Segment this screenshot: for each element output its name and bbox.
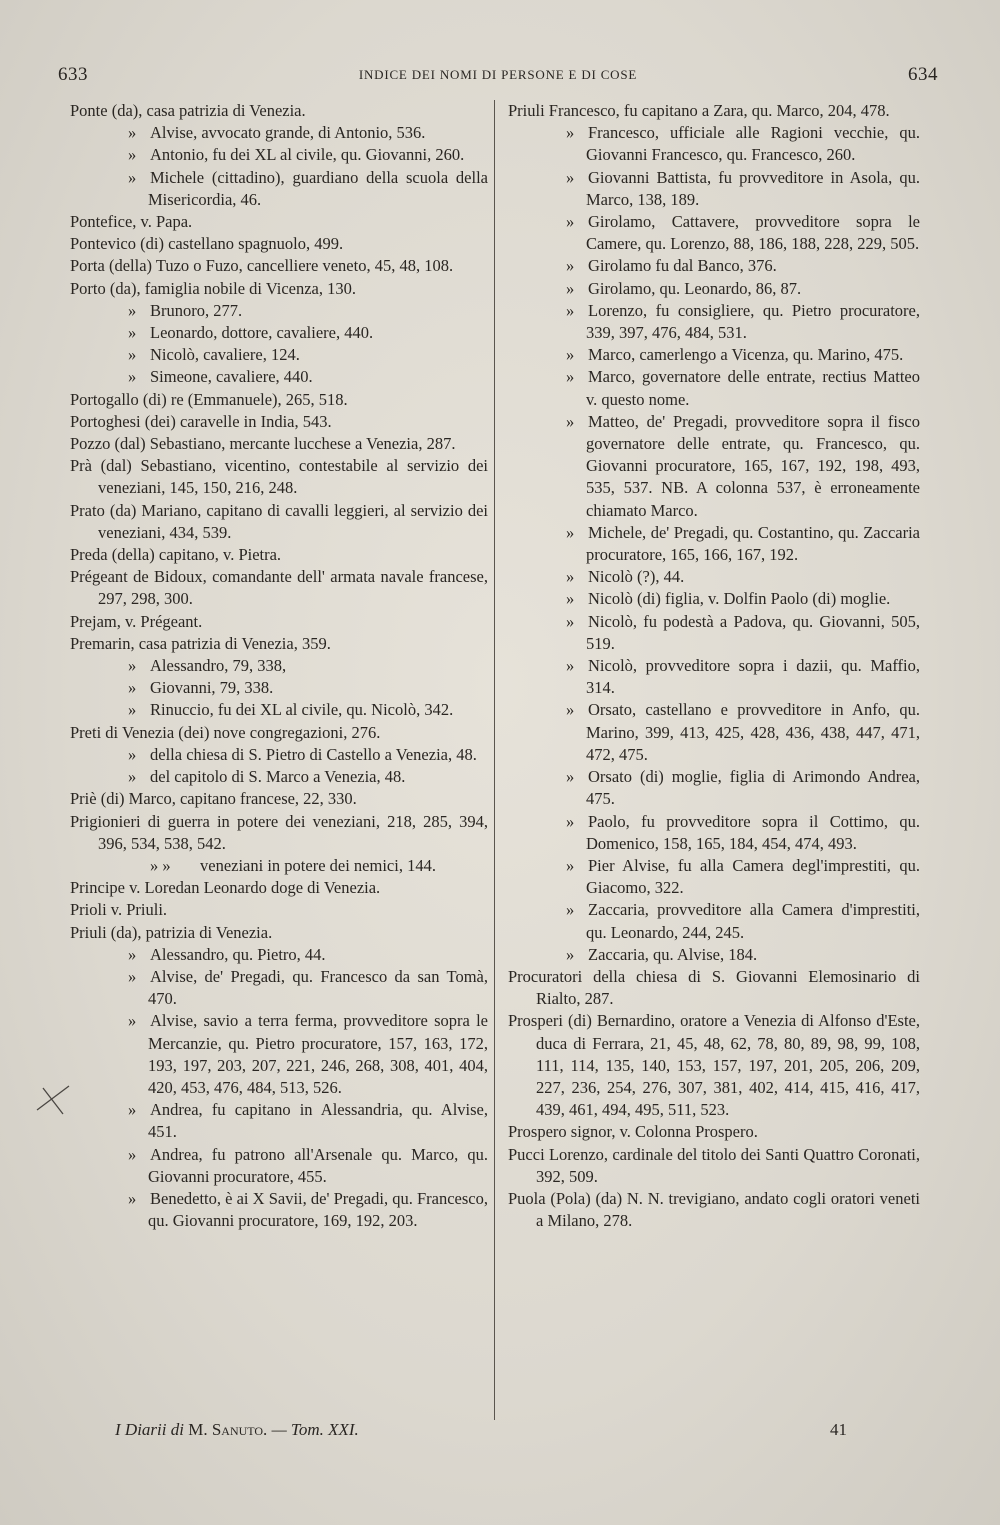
index-entry — [508, 588, 920, 610]
entry-text: Portoghesi (dei) caravelle in India, 543. — [70, 411, 332, 431]
entry-text: Andrea, fu patrono all'Arsenale qu. Marco, qu. Giovanni procuratore, 455. — [148, 1144, 488, 1186]
ditto-marker: » — [566, 855, 575, 875]
ditto-marker: » — [128, 656, 137, 676]
entry-text: Porta (della) Tuzo o Fuzo, cancelliere veneto, 45, 48, 108. — [70, 256, 454, 276]
entry-text: Alessandro, qu. Pietro, 44. — [150, 944, 326, 964]
entry-text: Alvise, de' Pregadi, qu. Francesco da san Tomà, 470. — [148, 966, 488, 1009]
index-entry — [70, 566, 488, 610]
index-entry — [70, 211, 488, 233]
page-number-right: 634 — [908, 64, 938, 85]
entry-text: Benedetto, è ai X Savii, de' Pregadi, qu. Francesco, qu. Giovanni procuratore, 169, 192, 203. — [148, 1188, 488, 1231]
entry-text: Rinuccio, fu dei XL al civile, qu. Nicolò, 342. — [150, 700, 454, 720]
entry-text: del capitolo di S. Marco a Venezia, 48. — [150, 767, 406, 787]
index-entry — [508, 1188, 920, 1232]
ditto-marker: » — [128, 123, 137, 143]
entry-text: Girolamo, Cattavere, provveditore sopra le Camere, qu. Lorenzo, 88, 186, 188, 228, 229, 505. — [586, 212, 920, 254]
ditto-marker: » — [128, 966, 137, 986]
index-entry — [508, 278, 920, 300]
index-entry — [508, 566, 920, 588]
index-entry — [508, 344, 920, 366]
index-entry — [70, 1099, 488, 1143]
entry-text: Zaccaria, qu. Alvise, 184. — [588, 944, 758, 964]
index-entry — [70, 855, 488, 877]
ditto-marker: » — [128, 367, 137, 387]
entry-text: Nicolò, cavaliere, 124. — [150, 345, 300, 365]
entry-text: Pucci Lorenzo, cardinale del titolo dei Santi Quattro Coronati, 392, 509. — [508, 1144, 920, 1186]
index-entry — [70, 122, 488, 144]
index-entry — [508, 699, 920, 766]
entry-text: Pozzo (dal) Sebastiano, mercante lucchese a Venezia, 287. — [70, 434, 456, 454]
index-entry — [70, 722, 488, 744]
index-entry — [508, 855, 920, 899]
ditto-marker: » — [128, 167, 137, 187]
index-entry — [70, 144, 488, 166]
entry-text: Pontevico (di) castellano spagnuolo, 499. — [70, 234, 344, 254]
entry-text: Giovanni, 79, 338. — [150, 678, 274, 698]
ditto-marker: » — [128, 700, 137, 720]
entry-text: Pontefice, v. Papa. — [70, 212, 193, 232]
ditto-marker: » — [566, 656, 575, 676]
entry-text: della chiesa di S. Pietro di Castello a Venezia, 48. — [150, 744, 477, 764]
running-header — [58, 64, 938, 90]
ditto-marker: » — [128, 1100, 137, 1120]
index-entry — [508, 811, 920, 855]
ditto-marker: » — [566, 589, 575, 609]
footer-title: I Diarii di — [115, 1420, 184, 1439]
entry-text: Marco, governatore delle entrate, rectius Matteo v. questo nome. — [586, 367, 920, 409]
index-entry — [508, 411, 920, 522]
ditto-marker: » — [566, 167, 575, 187]
entry-text: Prospero signor, v. Colonna Prospero. — [508, 1122, 758, 1142]
entry-text: Nicolò (di) figlia, v. Dolfin Paolo (di) moglie. — [588, 589, 891, 609]
entry-text: Girolamo, qu. Leonardo, 86, 87. — [588, 278, 802, 298]
ditto-marker: » — [128, 767, 137, 787]
index-entry — [70, 1144, 488, 1188]
entry-text: Prejam, v. Prégeant. — [70, 611, 203, 631]
index-entry — [508, 167, 920, 211]
index-entry — [70, 633, 488, 655]
entry-text: Francesco, ufficiale alle Ragioni vecchie, qu. Giovanni Francesco, qu. Francesco, 260. — [586, 123, 920, 165]
entry-text: Porto (da), famiglia nobile di Vicenza, 130. — [70, 278, 357, 298]
entry-text: Priuli Francesco, fu capitano a Zara, qu. Marco, 204, 478. — [508, 101, 890, 120]
entry-text: Prato (da) Mariano, capitano di cavalli leggieri, al servizio dei veneziani, 434, 539. — [70, 500, 488, 542]
index-entry — [70, 766, 488, 788]
index-entry — [70, 699, 488, 721]
index-entry — [508, 1010, 920, 1121]
ditto-marker: » — [128, 345, 137, 365]
entry-text: Brunoro, 277. — [150, 300, 243, 320]
index-entry — [508, 899, 920, 943]
ditto-marker: » — [566, 123, 575, 143]
index-entry — [508, 1121, 920, 1143]
index-entry — [70, 677, 488, 699]
entry-text: Andrea, fu capitano in Alessandria, qu. Alvise, 451. — [148, 1100, 488, 1142]
index-entry — [508, 366, 920, 410]
ditto-marker: » — [566, 212, 575, 232]
ditto-marker: » — [566, 300, 575, 320]
index-entry — [70, 344, 488, 366]
index-entry — [70, 922, 488, 944]
entry-text: Priè (di) Marco, capitano francese, 22, 330. — [70, 789, 357, 809]
index-entry — [70, 500, 488, 544]
entry-text: Alessandro, 79, 338, — [150, 656, 287, 676]
entry-text: Matteo, de' Pregadi, provveditore sopra il fisco governatore delle entrate, qu. Francesco, qu. Giovanni procuratore, 165, 167, 192, 198, 493, 535, 537. NB. A colonna 537, è erroneamente chiamato Marco. — [586, 411, 920, 520]
entry-text: Orsato, castellano e provveditore in Anfo, qu. Marino, 399, 413, 425, 428, 436, 438, 447, 471, 472, 475. — [586, 700, 920, 764]
index-entry — [70, 1188, 488, 1232]
index-entry — [508, 522, 920, 566]
index-entry — [508, 100, 920, 122]
index-entry — [508, 211, 920, 255]
ditto-marker: » — [128, 1011, 137, 1031]
entry-text: Marco, camerlengo a Vicenza, qu. Marino, 475. — [588, 345, 904, 365]
handwritten-cross-mark-icon — [33, 1080, 73, 1120]
entry-text: Prigionieri di guerra in potere dei veneziani, 218, 285, 394, 396, 534, 538, 542. — [70, 811, 488, 853]
index-entry — [70, 300, 488, 322]
ditto-marker: » — [566, 944, 575, 964]
index-entry — [508, 255, 920, 277]
ditto-marker: » — [128, 678, 137, 698]
entry-text: Puola (Pola) (da) N. N. trevigiano, andato cogli oratori veneti a Milano, 278. — [508, 1188, 920, 1231]
index-entry — [70, 788, 488, 810]
entry-text: Preti di Venezia (dei) nove congregazioni, 276. — [70, 722, 381, 742]
entry-text: Lorenzo, fu consigliere, qu. Pietro procuratore, 339, 397, 476, 484, 531. — [586, 300, 920, 343]
index-entry — [70, 611, 488, 633]
index-entry — [70, 966, 488, 1010]
index-entry — [508, 611, 920, 655]
entry-text: Prégeant de Bidoux, comandante dell' armata navale francese, 297, 298, 300. — [70, 567, 488, 609]
index-entry — [70, 255, 488, 277]
entry-text: Antonio, fu dei XL al civile, qu. Giovanni, 260. — [150, 145, 465, 165]
ditto-marker: » — [566, 345, 575, 365]
ditto-marker: » — [566, 256, 575, 276]
signature-number: 41 — [830, 1420, 847, 1439]
index-entry — [70, 366, 488, 388]
entry-text: Nicolò (?), 44. — [588, 567, 685, 587]
entry-text: Prosperi (di) Bernardino, oratore a Venezia di Alfonso d'Este, duca di Ferrara, 21, 45, 48, 62, 78, 80, 89, 98, 99, 108, 111, 114, 135, 140, 153, 157, 197, 201, 205, 206, 209, 227, 236, 254, 276, 307, 381, 402, 414, 415, 416, 417, 439, 461, 494, 495, 511, 523. — [508, 1011, 920, 1120]
index-entry — [70, 233, 488, 255]
running-title: INDICE DEI NOMI DI PERSONE E DI COSE — [358, 67, 638, 82]
entry-text: Girolamo fu dal Banco, 376. — [588, 256, 777, 276]
ditto-marker: » — [128, 145, 137, 165]
index-column-right — [508, 100, 920, 1232]
ditto-marker: » — [128, 1144, 137, 1164]
entry-text: Nicolò, provveditore sopra i dazii, qu. Maffio, 314. — [586, 656, 920, 698]
index-entry — [508, 766, 920, 810]
index-entry — [70, 167, 488, 211]
index-entry — [508, 966, 920, 1010]
entry-text: Nicolò, fu podestà a Padova, qu. Giovanni, 505, 519. — [586, 611, 920, 653]
index-entry — [70, 744, 488, 766]
entry-text: Pier Alvise, fu alla Camera degl'imprestiti, qu. Giacomo, 322. — [586, 855, 920, 898]
ditto-marker: » — [566, 900, 575, 920]
ditto-marker: » — [566, 522, 575, 542]
index-entry — [508, 122, 920, 166]
index-entry — [70, 877, 488, 899]
entry-text: Portogallo (di) re (Emmanuele), 265, 518. — [70, 389, 348, 409]
ditto-marker: » — [128, 944, 137, 964]
index-entry — [70, 655, 488, 677]
entry-text: Orsato (di) moglie, figlia di Arimondo Andrea, 475. — [586, 767, 920, 809]
entry-text: Paolo, fu provveditore sopra il Cottimo, qu. Domenico, 158, 165, 184, 454, 474, 493. — [586, 811, 920, 853]
index-entry — [508, 1144, 920, 1188]
ditto-marker: » — [128, 1188, 137, 1208]
entry-text: Ponte (da), casa patrizia di Venezia. — [70, 101, 306, 120]
footer-imprint — [115, 1420, 359, 1440]
ditto-marker: » — [566, 767, 575, 787]
index-entry — [70, 389, 488, 411]
column-divider — [494, 100, 495, 1420]
ditto-marker: » — [566, 811, 575, 831]
index-entry — [70, 455, 488, 499]
entry-text: Giovanni Battista, fu provveditore in Asola, qu. Marco, 138, 189. — [586, 167, 920, 209]
entry-text: Alvise, savio a terra ferma, provveditore sopra le Mercanzie, qu. Pietro procuratore, 157, 163, 172, 193, 197, 203, 207, 221, 246, 268, 308, 401, 404, 420, 453, 476, 484, 513, 526. — [148, 1011, 488, 1097]
ditto-marker: » — [566, 278, 575, 298]
index-column-left — [70, 100, 488, 1232]
page-number-left: 633 — [58, 64, 88, 85]
entry-text: Alvise, avvocato grande, di Antonio, 536. — [150, 123, 426, 143]
ditto-marker: » — [566, 700, 575, 720]
ditto-marker: » — [566, 411, 575, 431]
footer-volume: — Tom. XXI. — [271, 1420, 359, 1439]
ditto-marker: » » — [150, 855, 171, 875]
ditto-marker: » — [566, 567, 575, 587]
ditto-marker: » — [566, 611, 575, 631]
index-entry — [70, 278, 488, 300]
index-entry — [70, 433, 488, 455]
index-entry — [70, 944, 488, 966]
entry-text: Prà (dal) Sebastiano, vicentino, contestabile al servizio dei veneziani, 145, 150, 216, 248. — [70, 456, 488, 498]
index-entry — [70, 322, 488, 344]
entry-text: Preda (della) capitano, v. Pietra. — [70, 545, 282, 565]
ditto-marker: » — [128, 744, 137, 764]
ditto-marker: » — [128, 300, 137, 320]
index-entry — [508, 944, 920, 966]
entry-text: Leonardo, dottore, cavaliere, 440. — [150, 323, 374, 343]
index-entry — [70, 811, 488, 855]
index-entry — [70, 1010, 488, 1099]
ditto-marker: » — [566, 367, 575, 387]
entry-text: Michele, de' Pregadi, qu. Costantino, qu. Zaccaria procuratore, 165, 166, 167, 192. — [586, 522, 920, 565]
entry-text: Prioli v. Priuli. — [70, 900, 168, 920]
index-entry — [70, 411, 488, 433]
entry-text: Michele (cittadino), guardiano della scuola della Misericordia, 46. — [148, 167, 488, 209]
entry-text: Principe v. Loredan Leonardo doge di Venezia. — [70, 878, 381, 898]
entry-text: Premarin, casa patrizia di Venezia, 359. — [70, 633, 331, 653]
index-entry — [70, 899, 488, 921]
entry-text: Priuli (da), patrizia di Venezia. — [70, 922, 273, 942]
entry-text: veneziani in potere dei nemici, 144. — [200, 855, 436, 875]
index-entry — [508, 300, 920, 344]
entry-text: Procuratori della chiesa di S. Giovanni Elemosinario di Rialto, 287. — [508, 966, 920, 1009]
index-entry — [70, 544, 488, 566]
index-entry — [508, 655, 920, 699]
entry-text: Zaccaria, provveditore alla Camera d'imprestiti, qu. Leonardo, 244, 245. — [586, 900, 920, 942]
ditto-marker: » — [128, 323, 137, 343]
entry-text: Simeone, cavaliere, 440. — [150, 367, 313, 387]
index-entry — [70, 100, 488, 122]
footer-author: M. Sanuto. — [188, 1420, 268, 1439]
